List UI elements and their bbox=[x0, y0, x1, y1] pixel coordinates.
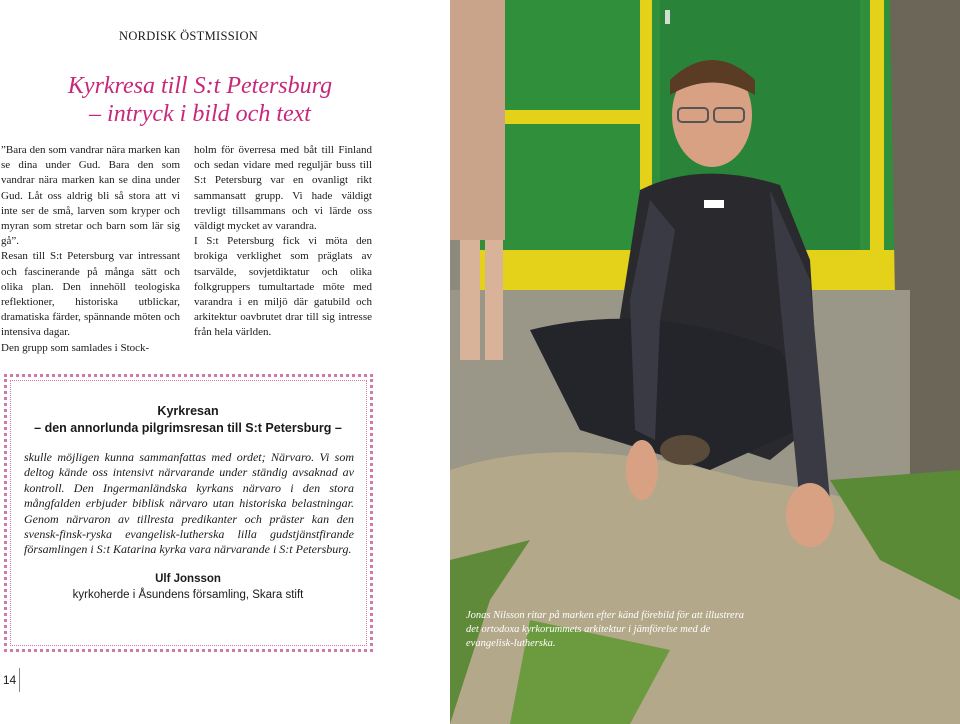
paragraph: ”Bara den som vandrar nära marken kan se dina under Gud. Bara den som vandrar nära marken kan se dina under Gud. Låt oss aldrig bli så stora att vi inte ser de små, larven som kryper och myran som stretar och barn som lär sig gå”. bbox=[1, 144, 180, 248]
paragraph: Den grupp som samlades i Stock- bbox=[1, 341, 150, 354]
magazine-header: NORDISK ÖSTMISSION bbox=[119, 29, 259, 43]
paragraph: Resan till S:t Petersburg var intressant och fascinerande på många sätt och olika plan. Den innehöll teologiska reflektioner, historiska utblickar, dramatiska färder, spännande möten och intensiva dagar. bbox=[1, 250, 180, 339]
box-text: skulle möjligen kunna sammanfattas med ordet; Närvaro. Vi som deltog kände oss intensivt närvarande under ständig avsaknad av kontroll. Den Ingermanländska kyrkans närvaro i den stora mångfalden erbjuder biblisk närvaro utan historiska belastningar. Genom närvaron av tillresta predikanter och präster kan den svensk-finsk-ryska evangelisk-lutherska lilla gudstjänstfirande församlingen i S:t Katarina kyrka vara närvarande i S:t Petersburg. bbox=[24, 450, 354, 557]
box-signature-role: kyrkoherde i Åsundens församling, Skara stift bbox=[72, 589, 304, 601]
page-number: 14 bbox=[0, 668, 20, 692]
title-line-2: – intryck i bild och text bbox=[89, 101, 311, 127]
text-column-1 bbox=[1, 143, 180, 356]
paragraph: I S:t Petersburg fick vi möta den brokiga verklighet som präglats av tsarvälde, sovjetdiktatur och olika folkgruppers tumultartade möte med varandra i en miljö där gatubild och arkitektur oavbrutet drar till sig intresse från hela världen. bbox=[194, 235, 372, 339]
box-subtitle: – den annorlunda pilgrimsresan till S:t Petersburg – bbox=[34, 421, 342, 435]
box-signature: Ulf Jonsson bbox=[155, 573, 221, 585]
photo-caption: Jonas Nilsson ritar på marken efter känd förebild för att illustrera det ortodoxa kyrkorummets arkitektur i jämförelse med de evangelisk-lutherska. bbox=[466, 610, 745, 649]
article-title bbox=[40, 72, 360, 128]
paragraph: holm för överresa med båt till Finland och sedan vidare med reguljär buss till S:t Petersburg var en ovanligt rikt sammansatt grupp. Vi hade väldigt trevligt tillsammans och vi lärde oss väldigt mycket av varandra. bbox=[194, 144, 372, 233]
title-line-1: Kyrkresa till S:t Petersburg bbox=[67, 73, 333, 99]
text-column-2 bbox=[194, 143, 372, 341]
box-title: Kyrkresan bbox=[157, 404, 219, 418]
